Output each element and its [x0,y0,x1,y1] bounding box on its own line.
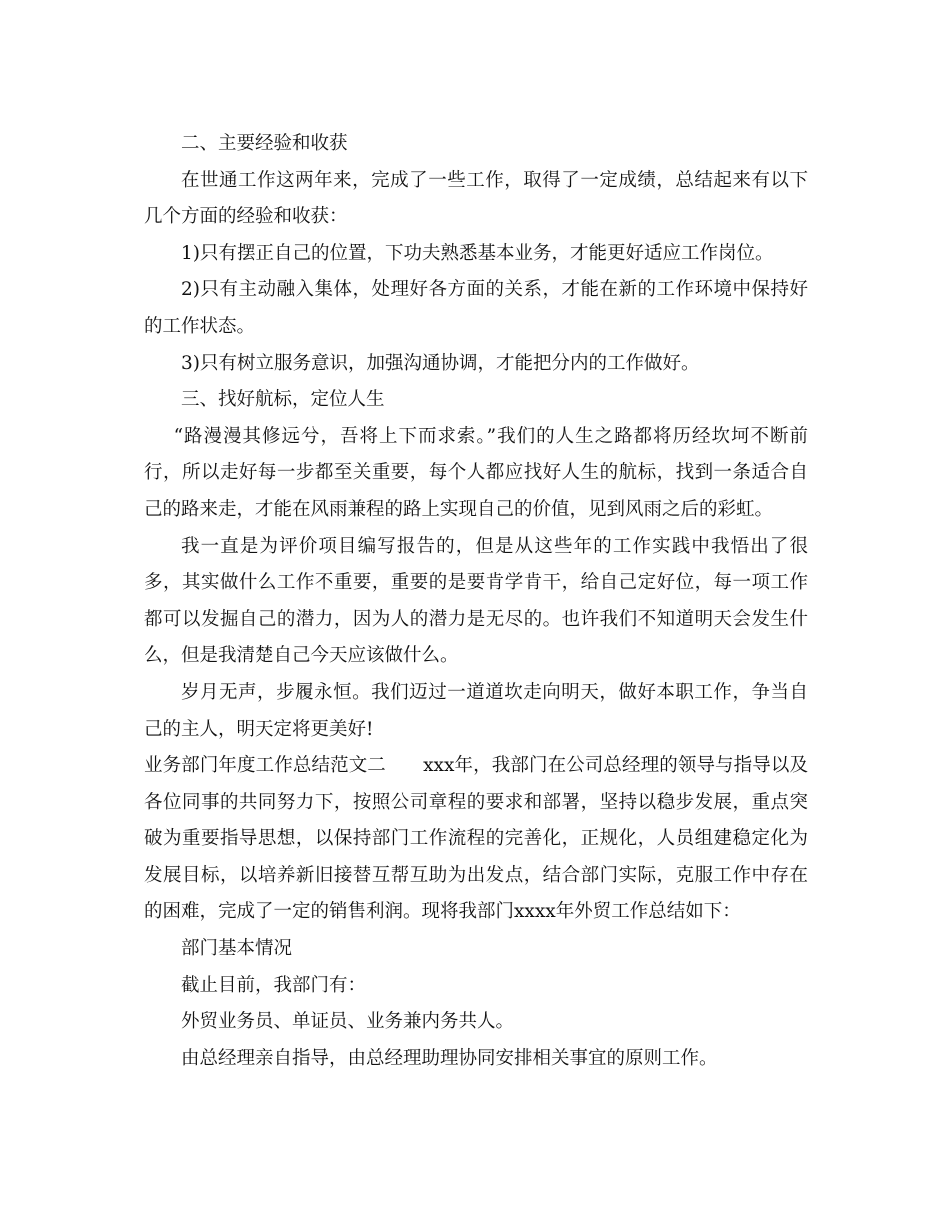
paragraph-reflection: 我一直是为评价项目编写报告的，但是从这些年的工作实践中我悟出了很多，其实做什么工作不重要，重要的是要肯学肯干，给自己定好位，每一项工作都可以发掘自己的潜力，因为人的潜力是无尽的。也许我们不知道明天会发生什么，但是我清楚自己今天应该做什么。 [144,535,808,667]
paragraph-quote: “路漫漫其修远兮，吾将上下而求索。”我们的人生之路都将历经坎坷不断前行，所以走好每一步都至关重要，每个人都应找好人生的航标，找到一条适合自己的路来走，才能在风雨兼程的路上实现自己的价值，见到风雨之后的彩虹。 [144,425,808,520]
paragraph-experience-intro: 在世通工作这两年来，完成了一些工作，取得了一定成绩，总结起来有以下几个方面的经验和收获： [144,169,808,228]
list-item-3: 3)只有树立服务意识，加强沟通协调，才能把分内的工作做好。 [181,352,700,374]
list-item-1: 1)只有摆正自己的位置，下功夫熟悉基本业务，才能更好适应工作岗位。 [181,242,774,264]
section-heading-department: 部门基本情况 [181,938,293,960]
list-item-2: 2)只有主动融入集体，处理好各方面的关系，才能在新的工作环境中保持好的工作状态。 [144,279,808,337]
section-heading-life: 三、找好航标，定位人生 [181,389,385,411]
paragraph-management: 由总经理亲自指导，由总经理助理协同安排相关事宜的原则工作。 [181,1047,718,1069]
document-page [144,126,808,1077]
paragraph-second-summary: 业务部门年度工作总结范文二 xxx年，我部门在公司总经理的领导与指导以及各位同事的共同努力下，按照公司章程的要求和部署，坚持以稳步发展，重点突破为重要指导思想，以保持部门工作流程的完善化，正规化，人员组建稳定化为发展目标，以培养新旧接替互帮互助为出发点，结合部门实际，克服工作中存在的困难，完成了一定的销售利润。现将我部门xxxx年外贸工作总结如下： [144,755,808,923]
section-heading-experience: 二、主要经验和收获 [181,133,348,154]
paragraph-closing: 岁月无声，步履永恒。我们迈过一道道坎走向明天，做好本职工作，争当自己的主人，明天定将更美好! [144,681,808,740]
paragraph-staff: 外贸业务员、单证员、业务兼内务共人。 [181,1011,515,1033]
paragraph-department-status: 截止目前，我部门有： [181,974,367,996]
